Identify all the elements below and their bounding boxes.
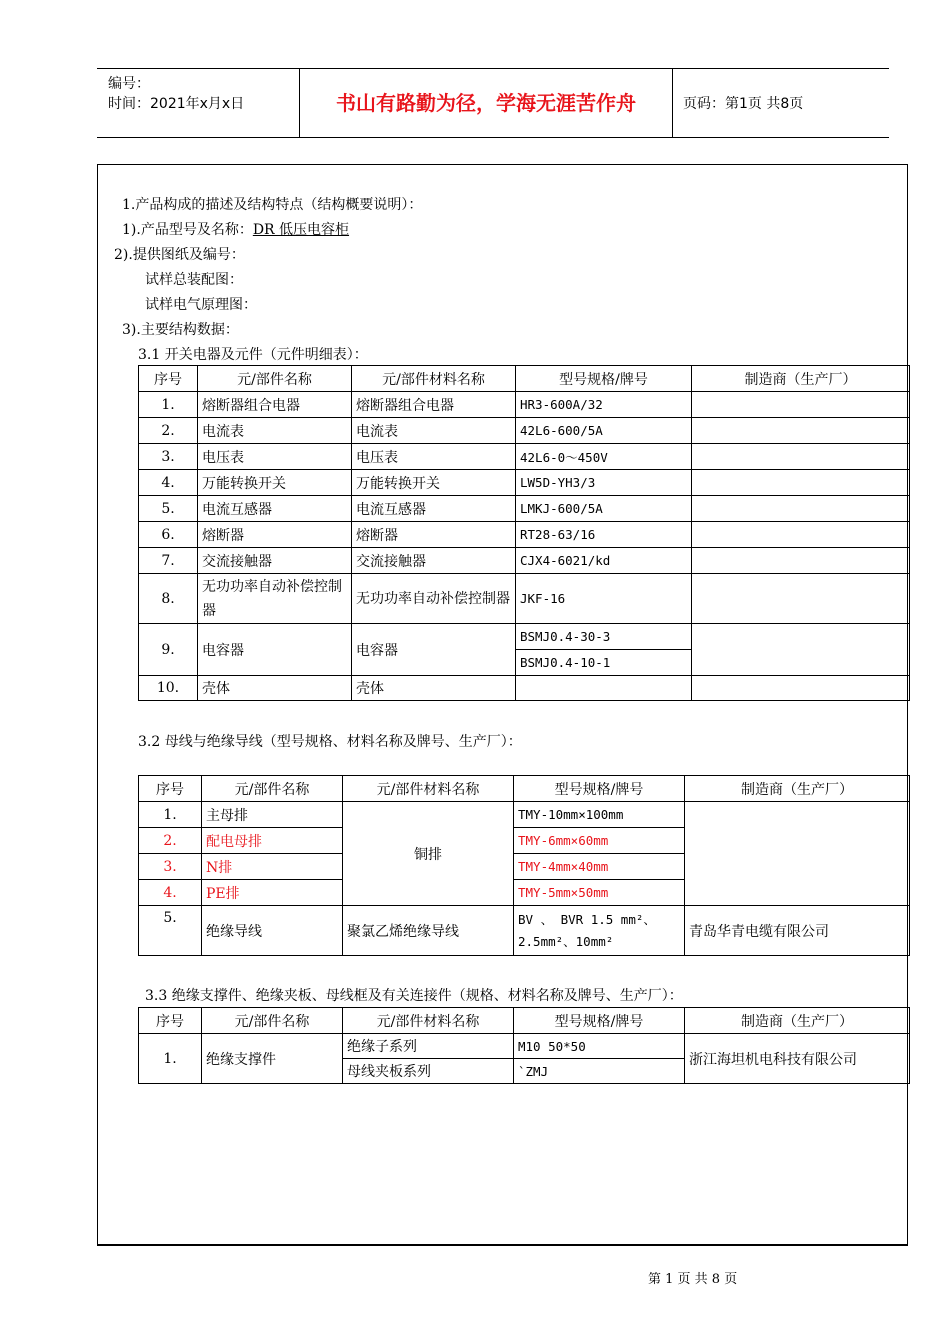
row-number: 2. xyxy=(139,418,198,444)
header-cell: 制造商（生产厂） xyxy=(685,776,910,802)
model-spec: BSMJ0.4-30-3 xyxy=(516,624,692,650)
material-name: 绝缘子系列 xyxy=(343,1034,514,1059)
part-name: 配电母排 xyxy=(202,828,343,854)
table-row xyxy=(139,1034,910,1059)
part-name: 绝缘导线 xyxy=(202,906,343,956)
header-cell: 元/部件名称 xyxy=(202,1008,343,1034)
header-cell: 元/部件名称 xyxy=(202,776,343,802)
header-cell: 制造商（生产厂） xyxy=(685,1008,910,1034)
part-name: 绝缘支撑件 xyxy=(202,1034,343,1084)
drawings-heading: 2).提供图纸及编号： xyxy=(114,247,245,263)
header-cell: 序号 xyxy=(139,1008,202,1034)
section-3-2-heading: 3.2 母线与绝缘导线（型号规格、材料名称及牌号、生产厂）： xyxy=(138,734,522,750)
model-spec: BSMJ0.4-10-1 xyxy=(516,650,692,676)
material-name: 电压表 xyxy=(352,444,516,470)
material-name: 铜排 xyxy=(343,802,514,906)
material-name: 熔断器 xyxy=(352,522,516,548)
section-3-3-heading: 3.3 绝缘支撑件、绝缘夹板、母线框及有关连接件（规格、材料名称及牌号、生产厂）： xyxy=(145,988,683,1004)
time-label: 时间：2021年x月x日 xyxy=(108,96,245,112)
header-cell: 序号 xyxy=(139,366,198,392)
table-header-row xyxy=(139,1008,910,1034)
maker-cell xyxy=(692,496,910,522)
row-number: 5. xyxy=(139,906,202,956)
section-3-1-heading: 3.1 开关电器及元件（元件明细表）： xyxy=(138,347,368,363)
row-number: 9. xyxy=(139,624,198,676)
material-name: 熔断器组合电器 xyxy=(352,392,516,418)
divider xyxy=(672,69,673,137)
maker-cell xyxy=(692,418,910,444)
number-label: 编号： xyxy=(108,76,150,92)
maker-cell xyxy=(692,624,910,676)
header-meta xyxy=(97,69,299,137)
material-name: 电流表 xyxy=(352,418,516,444)
table-row xyxy=(139,574,910,624)
product-model-value: DR 低压电容柜 xyxy=(252,222,350,238)
structure-data-heading: 3).主要结构数据： xyxy=(122,322,239,338)
model-spec xyxy=(516,676,692,701)
model-spec: TMY-10mm×100mm xyxy=(514,802,685,828)
maker-cell xyxy=(692,574,910,624)
material-name: 电容器 xyxy=(352,624,516,676)
material-name: 聚氯乙烯绝缘导线 xyxy=(343,906,514,956)
maker-cell xyxy=(692,392,910,418)
table-row xyxy=(139,548,910,574)
table-row xyxy=(139,418,910,444)
material-name: 母线夹板系列 xyxy=(343,1059,514,1084)
part-name: 电流互感器 xyxy=(198,496,352,522)
part-name: 电容器 xyxy=(198,624,352,676)
model-spec: M10 50*50 xyxy=(514,1034,685,1059)
row-number: 1. xyxy=(139,1034,202,1084)
schematic-drawing-line: 试样电气原理图： xyxy=(145,297,257,313)
row-number: 4. xyxy=(139,470,198,496)
row-number: 2. xyxy=(139,828,202,854)
part-name: 壳体 xyxy=(198,676,352,701)
material-name: 电流互感器 xyxy=(352,496,516,522)
part-name: 电流表 xyxy=(198,418,352,444)
row-number: 8. xyxy=(139,574,198,624)
assembly-drawing-line: 试样总装配图： xyxy=(145,272,243,288)
row-number: 7. xyxy=(139,548,198,574)
model-spec: 42L6-0～450V xyxy=(516,444,692,470)
header-cell: 元/部件材料名称 xyxy=(343,776,514,802)
row-number: 3. xyxy=(139,854,202,880)
table-row xyxy=(139,676,910,701)
model-spec: LMKJ-600/5A xyxy=(516,496,692,522)
model-spec: 42L6-600/5A xyxy=(516,418,692,444)
header-cell: 型号规格/牌号 xyxy=(514,776,685,802)
header-cell: 制造商（生产厂） xyxy=(692,366,910,392)
maker-cell xyxy=(692,522,910,548)
components-table xyxy=(138,365,910,701)
page-header xyxy=(97,68,889,138)
section-1-heading: 1.产品构成的描述及结构特点（结构概要说明）： xyxy=(122,197,423,213)
header-cell: 元/部件材料名称 xyxy=(343,1008,514,1034)
table-row xyxy=(139,624,910,650)
maker-cell xyxy=(692,470,910,496)
model-spec: JKF-16 xyxy=(516,574,692,624)
page-indicator: 页码：第1页 共8页 xyxy=(683,96,804,112)
table-row xyxy=(139,496,910,522)
row-number: 1. xyxy=(139,392,198,418)
part-name: 电压表 xyxy=(198,444,352,470)
table-row xyxy=(139,444,910,470)
material-name: 交流接触器 xyxy=(352,548,516,574)
part-name: N排 xyxy=(202,854,343,880)
table-row xyxy=(139,470,910,496)
model-spec: TMY-5mm×50mm xyxy=(514,880,685,906)
table-row xyxy=(139,522,910,548)
header-cell: 序号 xyxy=(139,776,202,802)
header-cell: 型号规格/牌号 xyxy=(514,1008,685,1034)
model-spec: HR3-600A/32 xyxy=(516,392,692,418)
material-name: 无功功率自动补偿控制器 xyxy=(352,574,516,624)
product-model-label: 1).产品型号及名称： xyxy=(122,222,253,238)
maker-cell: 浙江海坦机电科技有限公司 xyxy=(685,1034,910,1084)
maker-cell: 青岛华青电缆有限公司 xyxy=(685,906,910,956)
maker-cell xyxy=(692,548,910,574)
part-name: 熔断器组合电器 xyxy=(198,392,352,418)
material-name: 万能转换开关 xyxy=(352,470,516,496)
maker-cell xyxy=(692,444,910,470)
model-spec: CJX4-6021/kd xyxy=(516,548,692,574)
part-name: 无功功率自动补偿控制器 xyxy=(198,574,352,624)
header-cell: 元/部件材料名称 xyxy=(352,366,516,392)
part-name: 熔断器 xyxy=(198,522,352,548)
model-spec: LW5D-YH3/3 xyxy=(516,470,692,496)
table-row xyxy=(139,392,910,418)
row-number: 6. xyxy=(139,522,198,548)
table-row xyxy=(139,906,910,956)
row-number: 5. xyxy=(139,496,198,522)
part-name: PE排 xyxy=(202,880,343,906)
material-name: 壳体 xyxy=(352,676,516,701)
row-number: 10. xyxy=(139,676,198,701)
model-spec: RT28-63/16 xyxy=(516,522,692,548)
table-row xyxy=(139,802,910,828)
model-spec: TMY-6mm×60mm xyxy=(514,828,685,854)
model-spec: TMY-4mm×40mm xyxy=(514,854,685,880)
busbar-table xyxy=(138,775,910,956)
part-name: 交流接触器 xyxy=(198,548,352,574)
maker-cell xyxy=(685,802,910,906)
table-header-row xyxy=(139,776,910,802)
maker-cell xyxy=(692,676,910,701)
part-name: 主母排 xyxy=(202,802,343,828)
model-spec: BV 、 BVR 1.5 mm²、2.5mm²、10mm² xyxy=(514,906,685,956)
table-header-row xyxy=(139,366,910,392)
part-name: 万能转换开关 xyxy=(198,470,352,496)
page-footer: 第 1 页 共 8 页 xyxy=(648,1272,738,1287)
product-model-line xyxy=(122,219,349,239)
model-spec: `ZMJ xyxy=(514,1059,685,1084)
motto: 书山有路勤为径，学海无涯苦作舟 xyxy=(336,91,636,115)
row-number: 1. xyxy=(139,802,202,828)
row-number: 3. xyxy=(139,444,198,470)
header-cell: 元/部件名称 xyxy=(198,366,352,392)
insulation-support-table xyxy=(138,1007,910,1084)
row-number: 4. xyxy=(139,880,202,906)
header-cell: 型号规格/牌号 xyxy=(516,366,692,392)
